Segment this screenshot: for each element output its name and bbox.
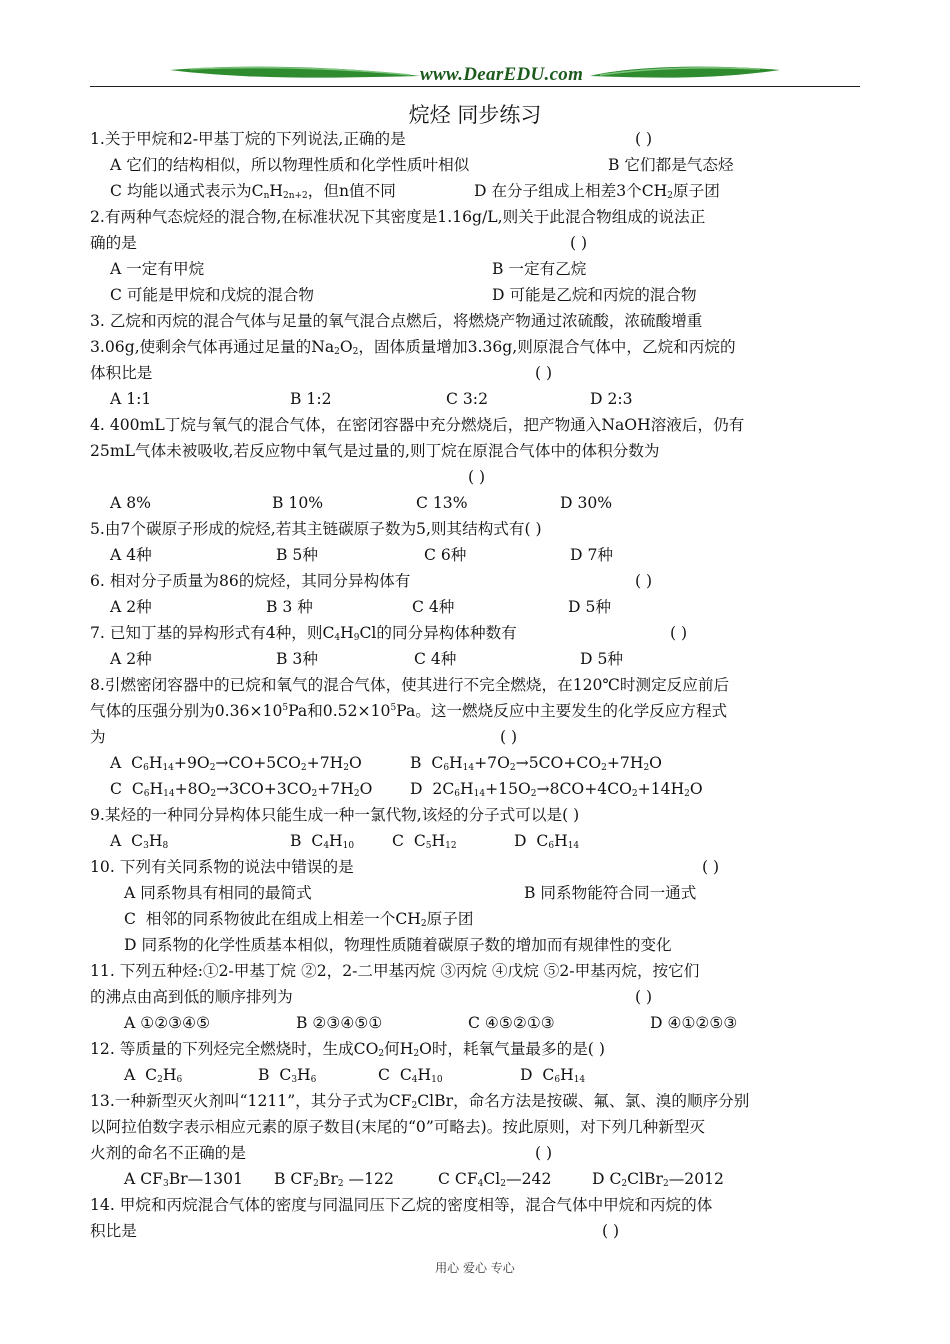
- text-line: 5.由7个碳原子形成的烷烃,若其主链碳原子数为5,则其结构式有( ): [90, 520, 542, 538]
- text-line: A 4种 B 5种 C 6种 D 7种: [110, 546, 613, 564]
- text-line: 4. 400mL丁烷与氧气的混合气体，在密闭容器中充分燃烧后，把产物通入NaOH溶液后，仍有: [90, 416, 745, 434]
- text-line: 10. 下列有关同系物的说法中错误的是 ( ): [90, 858, 720, 876]
- text-line: A 8% B 10% C 13% D 30%: [110, 494, 613, 512]
- text-line: C $C_6H_{14}+8O_2\to 3CO+3CO_2+7H_2O$ D $2C_6H_{14}+15O_2\to 8CO+4CO_2+14H_2O$: [110, 780, 703, 799]
- text-line: C 均能以通式表示为$C_nH_{2n+2}$，但n值不同 D 在分子组成上相差3个$CH_2$原子团: [110, 182, 720, 201]
- text-line: 以阿拉伯数字表示相应元素的原子数目(末尾的“0”可略去)。按此原则，对下列几种新型灭: [90, 1118, 706, 1136]
- text-line: 积比是 ( ): [90, 1222, 620, 1240]
- text-line: 气体的压强分别为$0.36\times 10^5Pa$和$0.52\times 10^5Pa$。这一燃烧反应中主要发生的化学反应方程式: [90, 702, 728, 720]
- text-line: 确的是 ( ): [90, 234, 588, 252]
- text-line: 7. 已知丁基的异构形式有4种，则$C_4H_9Cl$的同分异构体种数有 ( ): [90, 624, 688, 643]
- text-line: 的沸点由高到低的顺序排列为 ( ): [90, 988, 653, 1006]
- text-line: 6. 相对分子质量为86的烷烃，其同分异构体有 ( ): [90, 572, 653, 590]
- text-line: 1.关于甲烷和2-甲基丁烷的下列说法,正确的是 ( ): [90, 130, 653, 148]
- text-line: A 2种 B 3种 C 4种 D 5种: [110, 650, 623, 668]
- text-line: 12. 等质量的下列烃完全燃烧时，生成$CO_2$何$H_2O$时，耗氧气量最多的是( ): [90, 1040, 605, 1059]
- text-line: D 同系物的化学性质基本相似，物理性质随着碳原子数的增加而有规律性的变化: [124, 936, 672, 954]
- text-line: C 可能是甲烷和戊烷的混合物 D 可能是乙烷和丙烷的混合物: [110, 286, 697, 304]
- site-logo-text: www.DearEDU.com: [420, 64, 584, 85]
- text-line: A 一定有甲烷 B 一定有乙烷: [110, 260, 587, 278]
- page-footer: 用心 爱心 专心: [435, 1261, 515, 1275]
- text-line: ( ): [468, 468, 486, 486]
- header-rule: [90, 86, 860, 87]
- text-line: A 它们的结构相似，所以物理性质和化学性质叶相似 B 它们都是气态烃: [110, 156, 734, 174]
- text-line: 13.一种新型灭火剂叫“1211”，其分子式为$CF_2ClBr$，命名方法是按碳、氟、氯、溴的顺序分别: [90, 1092, 750, 1111]
- page-title: 烷烃 同步练习: [408, 103, 542, 127]
- text-line: 14. 甲烷和丙烷混合气体的密度与同温同压下乙烷的密度相等，混合气体中甲烷和丙烷的体: [90, 1196, 713, 1214]
- text-line: A 1:1 B 1:2 C 3:2 D 2:3: [110, 390, 633, 408]
- text-line: 体积比是 ( ): [90, 364, 553, 382]
- text-line: 2.有两种气态烷烃的混合物,在标准状况下其密度是1.16g/L,则关于此混合物组成的说法正: [90, 208, 706, 226]
- text-line: A $C_2H_6$ B $C_3H_6$ C $C_4H_{10}$ D $C_6H_{14}$: [124, 1066, 586, 1085]
- text-line: C 相邻的同系物彼此在组成上相差一个$CH_2$原子团: [124, 910, 474, 929]
- text-line: 为 ( ): [90, 728, 518, 746]
- document-body: [90, 126, 870, 1244]
- text-line: A $C_6H_{14}+9O_2\to CO+5CO_2+7H_2O$ B $C_6H_{14}+7O_2\to 5CO+CO_2+7H_2O$: [110, 754, 662, 773]
- text-line: A $CF_3Br—1301$ B $CF_2Br_2$ —122 C $CF_4Cl_2—242$ D $C_2ClBr_2—2012$: [124, 1170, 724, 1189]
- text-line: 3.06g,使剩余气体再通过足量的$Na_2O_2$，固体质量增加3.36g,则原混合气体中，乙烷和丙烷的: [90, 338, 736, 357]
- text-line: 11. 下列五种烃:①2-甲基丁烷 ②2，2-二甲基丙烷 ③丙烷 ④戊烷 ⑤2-甲基丙烷，按它们: [90, 962, 700, 980]
- text-line: 火剂的命名不正确的是 ( ): [90, 1144, 553, 1162]
- text-line: A ①②③④⑤ B ②③④⑤① C ④⑤②①③ D ④①②⑤③: [124, 1014, 738, 1032]
- text-line: A $C_3H_8$ B $C_4H_{10}$ C $C_5H_{12}$ D $C_6H_{14}$: [110, 832, 580, 851]
- text-line: A 同系物具有相同的最简式 B 同系物能符合同一通式: [124, 884, 697, 902]
- text-line: A 2种 B 3 种 C 4种 D 5种: [110, 598, 611, 616]
- text-line: 9.某烃的一种同分异构体只能生成一种一氯代物,该烃的分子式可以是( ): [90, 806, 580, 824]
- text-line: 8.引燃密闭容器中的已烷和氧气的混合气体，使其进行不完全燃烧，在120℃时测定反应前后: [90, 676, 730, 694]
- text-line: 3. 乙烷和丙烷的混合气体与足量的氧气混合点燃后，将燃烧产物通过浓硫酸，浓硫酸增重: [90, 312, 703, 330]
- text-line: 25mL气体未被吸收,若反应物中氧气是过量的,则丁烷在原混合气体中的体积分数为: [90, 442, 660, 460]
